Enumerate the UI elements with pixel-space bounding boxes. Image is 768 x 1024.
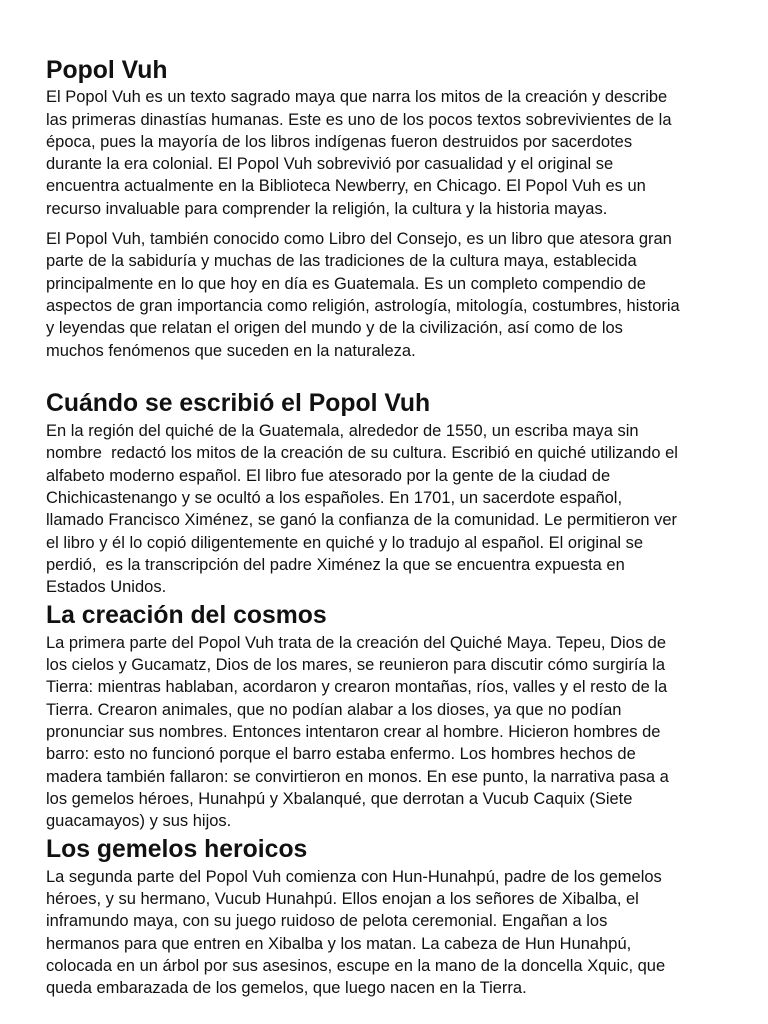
paragraph (46, 866, 726, 1000)
text-line: y leyendas que relatan el origen del mundo y de la civilización, así como de los (46, 319, 623, 338)
text-line: Estados Unidos. (46, 578, 167, 597)
text-line: colocada en un árbol por sus asesinos, escupe en la mano de la doncella Xquic, que (46, 956, 666, 975)
text-line: alfabeto moderno español. El libro fue atesorado por la gente de la ciudad de (46, 466, 611, 485)
text-line: Tierra. Crearon animales, que no podían alabar a los dioses, ya que no podían (46, 700, 622, 719)
text-line: La segunda parte del Popol Vuh comienza con Hun-Hunahpú, padre de los gemelos (46, 867, 662, 886)
text-line: En la región del quiché de la Guatemala, alrededor de 1550, un escriba maya sin (46, 422, 639, 441)
section-creacion-cosmos (46, 601, 726, 833)
text-line: los gemelos héroes, Hunahpú y Xbalanqué, que derrotan a Vucub Caquix (Siete (46, 789, 633, 808)
text-line: El Popol Vuh, también conocido como Libro del Consejo, es un libro que atesora gran (46, 230, 672, 249)
text-line: Chichicastenango y se ocultó a los españoles. En 1701, un sacerdote español, (46, 489, 623, 508)
text-line: Tierra: mientras hablaban, acordaron y crearon montañas, ríos, valles y el resto de la (46, 678, 668, 697)
text-line: llamado Francisco Ximénez, se ganó la confianza de la comunidad. Le permitieron ver (46, 511, 678, 530)
section-gemelos-heroicos (46, 835, 726, 1000)
text-line: recurso invaluable para comprender la religión, la cultura y la historia mayas. (46, 199, 608, 218)
section-heading: Popol Vuh (46, 57, 168, 84)
paragraph (46, 632, 726, 833)
section-heading: Los gemelos heroicos (46, 835, 308, 863)
text-line: época, pues la mayoría de los libros indígenas fueron destruidos por sacerdotes (46, 132, 633, 151)
section-heading: Cuándo se escribió el Popol Vuh (46, 389, 431, 417)
text-line: héroes, y su hermano, Vucub Hunahpú. Ellos enojan a los señores de Xibalba, el (46, 890, 639, 909)
text-line: parte de la sabiduría y muchas de las tradiciones de la cultura maya, establecida (46, 252, 637, 271)
text-line: madera también fallaron: se convirtieron en monos. En ese punto, la narrativa pasa a (46, 767, 669, 786)
text-line: el libro y él lo copió diligentemente en quiché y lo tradujo al español. El original se (46, 533, 644, 552)
text-line: muchos fenómenos que suceden en la naturaleza. (46, 341, 416, 360)
text-line: queda embarazada de los gemelos, que luego nacen en la Tierra. (46, 979, 527, 998)
text-line: barro: esto no funcionó porque el barro estaba enfermo. Los hombres hechos de (46, 745, 636, 764)
document-page (46, 57, 726, 1000)
text-line: inframundo maya, con su juego ruidoso de pelota ceremonial. Engañan a los (46, 912, 608, 931)
text-line: aspectos de gran importancia como religión, astrología, mitología, costumbres, historia (46, 296, 680, 315)
section-heading: La creación del cosmos (46, 601, 327, 629)
text-line: las primeras dinastías humanas. Este es uno de los pocos textos sobrevivientes de la (46, 110, 672, 129)
text-line: encuentra actualmente en la Biblioteca Newberry, en Chicago. El Popol Vuh es un (46, 177, 646, 196)
paragraph (46, 228, 726, 362)
text-line: perdió, es la transcripción del padre Ximénez la que se encuentra expuesta en (46, 555, 625, 574)
text-line: durante la era colonial. El Popol Vuh sobrevivió por casualidad y el original se (46, 155, 614, 174)
text-line: hermanos para que entren en Xibalba y los matan. La cabeza de Hun Hunahpú, (46, 934, 632, 953)
text-line: guacamayos) y sus hijos. (46, 812, 232, 831)
text-line: El Popol Vuh es un texto sagrado maya que narra los mitos de la creación y describe (46, 88, 668, 107)
section-cuando-se-escribio (46, 389, 726, 599)
text-line: nombre redactó los mitos de la creación de su cultura. Escribió en quiché utilizando el (46, 444, 678, 463)
paragraph (46, 86, 726, 220)
text-line: los cielos y Gucamatz, Dios de los mares, se reunieron para discutir cómo surgiría la (46, 656, 665, 675)
paragraph (46, 420, 726, 598)
text-line: La primera parte del Popol Vuh trata de la creación del Quiché Maya. Tepeu, Dios de (46, 633, 667, 652)
text-line: pronunciar sus nombres. Entonces intentaron crear al hombre. Hicieron hombres de (46, 723, 661, 742)
text-line: principalmente en lo que hoy en día es Guatemala. Es un completo compendio de (46, 274, 646, 293)
section-popol-vuh (46, 57, 726, 362)
